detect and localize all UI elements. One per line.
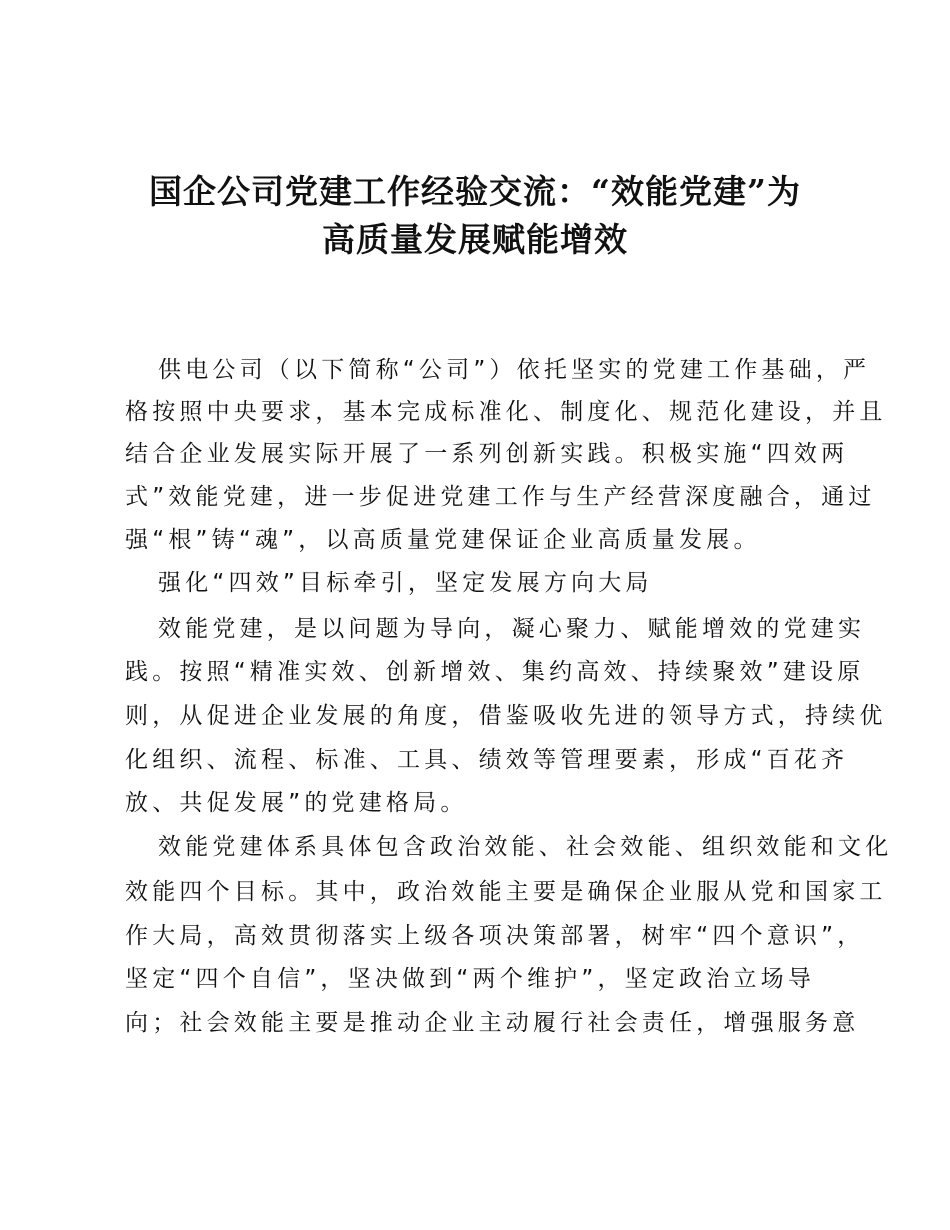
paragraph-4-line-3: 作大局，高效贯彻落实上级各项决策部署，树牢“四个意识”，: [125, 923, 865, 949]
paragraph-1-line-5: 强“根”铸“魂”，以高质量党建保证企业高质量发展。: [125, 527, 761, 553]
paragraph-3-line-2: 践。按照“精准实效、创新增效、集约高效、持续聚效”建设原: [125, 659, 865, 685]
paragraph-4-line-5: 向；社会效能主要是推动企业主动履行社会责任，增强服务意: [125, 1010, 860, 1036]
section-heading: 强化“四效”目标牵引，坚定发展方向大局: [158, 570, 653, 596]
paragraph-3-line-4: 化组织、流程、标准、工具、绩效等管理要素，形成“百花齐: [125, 747, 849, 773]
paragraph-4-line-1: 效能党建体系具体包含政治效能、社会效能、组织效能和文化: [158, 834, 893, 860]
document-title-line-2: 高质量发展赋能增效: [322, 220, 628, 259]
paragraph-1-line-2: 格按照中央要求，基本完成标准化、制度化、规范化建设，并且: [125, 399, 887, 425]
paragraph-1-line-4: 式”效能党建，进一步促进党建工作与生产经营深度融合，通过: [125, 484, 876, 510]
document-title-line-1: 国企公司党建工作经验交流：“效能党建”为: [149, 172, 801, 211]
paragraph-3-line-1: 效能党建，是以问题为导向，凝心聚力、赋能增效的党建实: [158, 616, 866, 642]
paragraph-3-line-3: 则，从促进企业发展的角度，借鉴吸收先进的领导方式，持续优: [125, 703, 887, 729]
paragraph-1-line-3: 结合企业发展实际开展了一系列创新实践。积极实施“四效两: [125, 441, 849, 467]
paragraph-3-line-5: 放、共促发展”的党建格局。: [125, 790, 468, 816]
paragraph-4-line-4: 坚定“四个自信”，坚决做到“两个维护”，坚定政治立场导: [125, 966, 816, 992]
paragraph-1-line-1: 供电公司（以下简称“公司”）依托坚实的党建工作基础，严: [158, 357, 871, 383]
paragraph-4-line-2: 效能四个目标。其中，政治效能主要是确保企业服从党和国家工: [125, 879, 887, 905]
